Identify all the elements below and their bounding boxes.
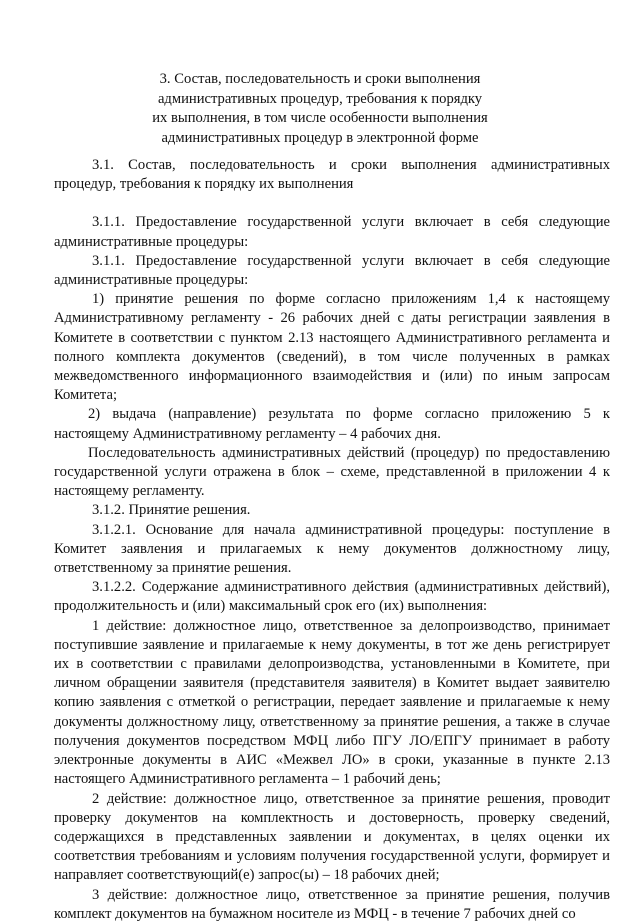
heading-line: административных процедур, требования к порядку <box>157 90 483 107</box>
paragraph-action-1: 1 действие: должностное лицо, ответственное за делопроизводство, принимает поступившие заявление и прилагаемые к нему документы, в тот же день регистрирует их в соответствии с правилами делопроизводства, установленными в Комитете, при личном обращении заявителя (представителя заявителя) в Комитет выдает заявителю копию заявления с отметкой о регистрации, передает заявление и прилагаемые к нему документы должностному лицу, ответственному за принятие решения, а также в случае получения документов посредством МФЦ либо ПГУ ЛО/ЕПГУ принимает в работу электронные документы в АИС «Межвел ЛО» в сроки, указанные в пункте 2.13 настоящего Административного регламента – 1 рабочий день; <box>54 617 610 788</box>
paragraph-item-1: 1) принятие решения по форме согласно приложениям 1,4 к настоящему Административному регламенту - 26 рабочих дней с даты регистрации заявления в Комитете в соответствии с пунктом 2.13 настоящего Административного регламента и полного комплекта документов (сведений), в том числе полученных в рамках межведомственного информационного взаимодействия и (или) по иным запросам Комитета; <box>54 291 610 404</box>
paragraph-item-2: 2) выдача (направление) результата по форме согласно приложению 5 к настоящему Административному регламенту – 4 рабочих дня. <box>54 406 610 442</box>
paragraph-3-1-1-repeat: 3.1.1. Предоставление государственной услуги включает в себя следующие административные процедуры: <box>54 252 610 289</box>
heading-line: 3. Состав, последовательность и сроки выполнения <box>159 71 481 87</box>
section-heading <box>100 70 540 148</box>
paragraph-3-1-2: 3.1.2. Принятие решения. <box>92 502 251 519</box>
paragraph-action-3: 3 действие: должностное лицо, ответственное за принятие решения, получив комплект документов на бумажном носителе из МФЦ - в течение 7 рабочих дней со <box>54 886 610 922</box>
paragraph-3-1: 3.1. Состав, последовательность и сроки выполнения административных процедур, требования к порядку их выполнения <box>54 157 610 193</box>
paragraph-sequence: Последовательность административных действий (процедур) по предоставлению государственной услуги отражена в блок – схеме, представленной в приложении 4 к настоящему регламенту. <box>54 444 610 500</box>
heading-line: их выполнения, в том числе особенности выполнения <box>152 110 488 127</box>
document-body <box>54 156 610 924</box>
paragraph-3-1-2-1: 3.1.2.1. Основание для начала административной процедуры: поступление в Комитет заявления и прилагаемых к нему документов должностному лицу, ответственному за принятие решения. <box>54 521 610 577</box>
heading-line: административных процедур в электронной форме <box>161 129 479 146</box>
paragraph-action-2: 2 действие: должностное лицо, ответственное за принятие решения, проводит проверку документов на комплектность и достоверность, проверку сведений, содержащихся в представленных заявлении и документах, в целях оценки их соответствия требованиям и условиям получения государственной услуги, формирует и направляет соответствующий(е) запрос(ы) – 18 рабочих дней; <box>54 790 610 884</box>
paragraph-3-1-2-2: 3.1.2.2. Содержание административного действия (административных действий), продолжительность и (или) максимальный срок его (их) выполнения: <box>54 579 610 615</box>
paragraph-3-1-1: 3.1.1. Предоставление государственной услуги включает в себя следующие административные процедуры: <box>54 214 610 250</box>
